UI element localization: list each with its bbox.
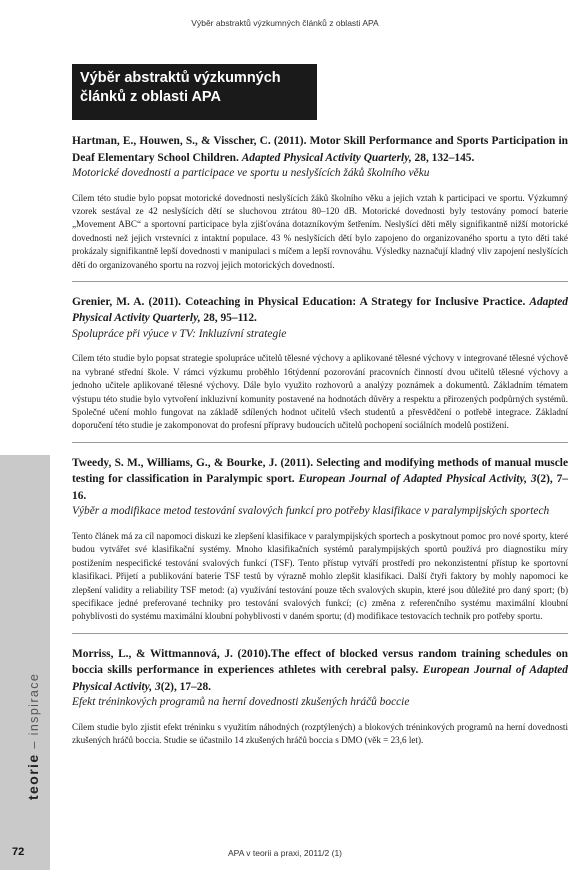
page-number: 72 xyxy=(12,846,25,858)
citation xyxy=(72,133,568,166)
abstract-list xyxy=(72,127,568,748)
translated-title: Výběr a modifikace metod testování svalových funkcí pro potřeby klasifikace v paralympijských sportech xyxy=(72,505,550,518)
citation-journal: European Journal of Adapted Physical Activity, 3 xyxy=(72,664,568,693)
section-banner xyxy=(72,64,317,120)
running-head: Výběr abstraktů výzkumných článků z oblasti APA xyxy=(191,18,379,28)
section-label-sub: inspirace xyxy=(27,672,41,736)
translated-title: Efekt tréninkových programů na herní dovednosti zkušených hráčů boccie xyxy=(72,696,410,709)
abstract-text: Cílem této studie bylo popsat strategie spolupráce učitelů tělesné výchovy a aplikované tělesné výchovy v integrované tělesné výchově na vybrané střední škole. V rámci výzkumu proběhlo 16týdenní pozorování pracovních činností dvou učitelů tělesné výchovy a jednoho učitele aplikované tělesné výchovy. Dále bylo využito rozhovorů a analýzy poznámek a dokumentů. Základním tématem výstupu této studie bylo vytvoření inkluzivní komunity postavené na hodnotách důvěry a respektu a přirozených podpůrných systémů. Společné učení mohlo fungovat na základě sdílených hodnot učitelů všech studentů a přesvědčení o potřebě integrace. Základní doporučení této studie je zakomponovat do profesní přípravy budoucích učitelů pochopení sociálních modelů postižení. xyxy=(72,353,568,431)
abstract-text: Cílem této studie bylo popsat motorické dovednosti neslyšících žáků školního věku a jejich vztah k participaci ve sportu. Výzkumný vzorek sestával ze 42 neslyšících dětí se sluchovou ztrátou 80–120 dB. Motorické dovednosti byly testovány pomocí baterie „Movement ABC“ a sportovní participace byla zjišťována dotazníkovým šetřením. Neslyšící děti měly signifikantně nižší motorické dovednosti než jejich vrstevníci z intaktní populace. 43 % neslyšících dětí bylo zapojeno do organizovaného sportu a tyto děti také prokázaly signifikantně lepší dovednosti v manipulaci s míčem a lepší rovnováhu. Výsledky naznačují kladný vliv zapojení neslyšících dětí do organizovaného sportu na rozvoj jejich motorických dovedností. xyxy=(72,192,568,270)
section-label-main: teorie xyxy=(25,753,41,800)
abstract-text: Cílem studie bylo zjistit efekt tréninku s využitím náhodných (rozptýlených) a blokových tréninkových programů na herní dovednosti zkušených hráčů boccia. Studie se účastnilo 14 zkušených hráčů boccia s DMO (věk = 23,6 let). xyxy=(72,721,568,746)
abstract-text: Tento článek má za cíl napomoci diskuzi ke zlepšení klasifikace v paralympijských sportech a poskytnout pomoc pro nové sporty, které budou vytvářet své klasifikační systémy. Mnoho klasifikačních systémů paralympijských sportů používá pro diagnostiku míry postižením nespecifické testování svalových funkcí (TSF). Tento přístup vytváří prostředí pro nekonzistentní přístup ke sportovní klasifikaci. Přijetí a publikování baterie TSF testů by výrazně mohlo zlepšit klasifikaci. Další čtyři faktory by mohly napomoci ke zlepšení validity a reliability TSF metod: (a) využívání testování pouze těch svalových skupin, které jsou důležité pro daný sport; (b) specifikace jedné preferované techniky pro testování svalových funkcí; (c) změna z referenčního systému maximální kloubní pohyblivosti do systému maximální kloubní pohyblivosti v daném sportu; (d) modifikace testovacích technik pro potřeby sportu. xyxy=(72,530,568,622)
section-label-dash: – xyxy=(27,735,41,754)
section-label xyxy=(25,673,41,800)
abstract-entry xyxy=(72,133,568,282)
banner-line-1: Výběr abstraktů výzkumných xyxy=(80,70,281,86)
citation-volume: (2), 17–28. xyxy=(160,680,211,693)
citation-volume: 28, 95–112. xyxy=(200,312,257,325)
abstract-entry xyxy=(72,646,568,748)
citation-volume: (2), 7–16. xyxy=(72,473,568,502)
translated-title: Spolupráce při výuce v TV: Inkluzívní strategie xyxy=(72,327,287,340)
citation xyxy=(72,294,568,327)
citation-volume: 28, 132–145. xyxy=(411,151,475,164)
citation-authors-title: Grenier, M. A. (2011). Coteaching in Physical Education: A Strategy for Inclusive Practice. xyxy=(72,295,526,308)
citation xyxy=(72,455,568,505)
page-footer: APA v teorii a praxi, 2011/2 (1) xyxy=(227,848,343,858)
citation-journal: European Journal of Adapted Physical Activity, 3 xyxy=(298,473,537,486)
abstract-entry xyxy=(72,294,568,443)
banner-line-2: článků z oblasti APA xyxy=(80,89,221,105)
citation xyxy=(72,646,568,696)
citation-journal: Adapted Physical Activity Quarterly, xyxy=(241,151,412,164)
citation-authors-title: Tweedy, S. M., Williams, G., & Bourke, J. (2011). Selecting and modifying methods of manual muscle testing for classification in Paralympic sport. xyxy=(72,456,568,486)
citation-journal: Adapted Physical Activity Quarterly, xyxy=(72,295,568,325)
translated-title: Motorické dovednosti a participace ve sportu u neslyšících žáků školního věku xyxy=(72,167,430,179)
citation-authors-title: Hartman, E., Houwen, S., & Visscher, C. (2011). Motor Skill Performance and Sports Participation in Deaf Elementary School Children. xyxy=(72,135,568,164)
citation-authors-title: Morriss, L., & Wittmannová, J. (2010).The effect of blocked versus random training schedules on boccia skills performance in experiences athletes with cerebral palsy. xyxy=(72,647,568,677)
sidebar-strip xyxy=(0,455,50,870)
abstract-entry xyxy=(72,455,568,634)
